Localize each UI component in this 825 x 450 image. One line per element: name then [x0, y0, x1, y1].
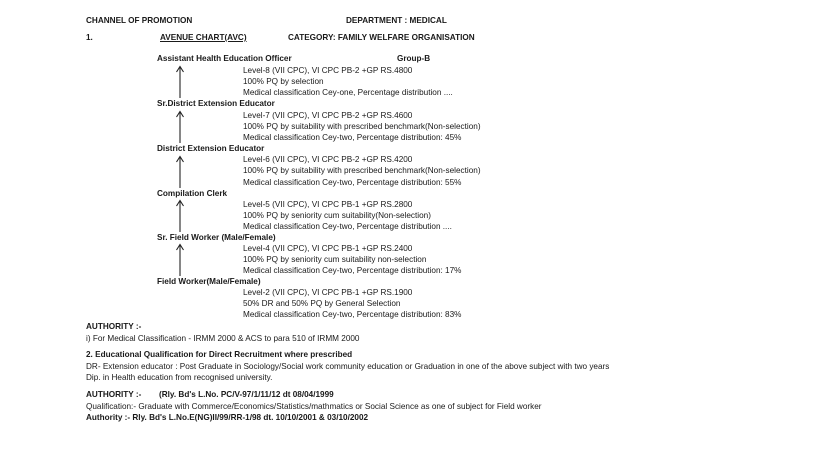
promotion-arrow-icon [175, 155, 185, 188]
post-title: Compilation Clerk [157, 189, 228, 198]
avenue-chart-label: AVENUE CHART(AVC) [160, 33, 247, 42]
post-detail-line: Level-7 (VII CPC), VI CPC PB-2 +GP RS.4600 [243, 111, 413, 120]
authority-text: i) For Medical Classification - IRMM 2000 & ACS to para 510 of IRMM 2000 [86, 334, 360, 343]
post-title: Sr.District Extension Educator [157, 99, 275, 108]
post-detail-line: Level-8 (VII CPC), VI CPC PB-2 +GP RS.4800 [243, 66, 413, 75]
post-title: Field Worker(Male/Female) [157, 277, 261, 286]
post-detail-line: Medical classification Cey-two, Percentage distribution: 55% [243, 178, 462, 187]
authority-heading: AUTHORITY :- [86, 390, 142, 399]
authority-heading: AUTHORITY :- [86, 322, 142, 331]
promotion-arrow-icon [175, 110, 185, 143]
promotion-arrow-icon [175, 243, 185, 276]
post-detail-line: Medical classification Cey-two, Percentage distribution: 83% [243, 310, 462, 319]
promotion-arrow-icon [175, 199, 185, 232]
post-detail-line: 100% PQ by seniority cum suitability(Non-selection) [243, 211, 431, 220]
post-title: District Extension Educator [157, 144, 265, 153]
qualification-text: Qualification:- Graduate with Commerce/Economics/Statistics/mathmatics or Social Science as one of subject for Field worker [86, 402, 542, 411]
post-title: Sr. Field Worker (Male/Female) [157, 233, 276, 242]
dr-qualification-line: DR- Extension educator : Post Graduate in Sociology/Social work community education or Graduation in one of the above subject with two years [86, 362, 610, 371]
post-detail-line: Level-6 (VII CPC), VI CPC PB-2 +GP RS.4200 [243, 155, 413, 164]
post-detail-line: Level-5 (VII CPC), VI CPC PB-1 +GP RS.2800 [243, 200, 413, 209]
post-detail-line: Medical classification Cey-one, Percentage distribution .... [243, 88, 453, 97]
post-detail-line: 100% PQ by suitability with prescribed benchmark(Non-selection) [243, 166, 481, 175]
department-heading: DEPARTMENT : MEDICAL [346, 16, 447, 25]
group-label: Group-B [397, 54, 431, 63]
post-title: Assistant Health Education Officer [157, 54, 292, 63]
post-detail-line: Medical classification Cey-two, Percentage distribution: 17% [243, 266, 462, 275]
section-number: 1. [86, 33, 93, 42]
section-2-heading: 2. Educational Qualification for Direct Recruitment where prescribed [86, 350, 353, 359]
authority-reference: (Rly. Bd's L.No. PC/V-97/1/11/12 dt 08/04/1999 [159, 390, 334, 399]
channel-heading: CHANNEL OF PROMOTION [86, 16, 193, 25]
post-detail-line: 100% PQ by seniority cum suitability non-selection [243, 255, 427, 264]
promotion-arrow-icon [175, 65, 185, 98]
post-detail-line: 100% PQ by suitability with prescribed benchmark(Non-selection) [243, 122, 481, 131]
post-detail-line: Medical classification Cey-two, Percentage distribution: 45% [243, 133, 462, 142]
post-detail-line: Level-2 (VII CPC), VI CPC PB-1 +GP RS.1900 [243, 288, 413, 297]
post-detail-line: Medical classification Cey-two, Percentage distribution .... [243, 222, 452, 231]
post-detail-line: Level-4 (VII CPC), VI CPC PB-1 +GP RS.2400 [243, 244, 413, 253]
category-heading: CATEGORY: FAMILY WELFARE ORGANISATION [288, 33, 475, 42]
post-detail-line: 100% PQ by selection [243, 77, 324, 86]
authority-line: Authority :- Rly. Bd's L.No.E(NG)II/99/RR-1/98 dt. 10/10/2001 & 03/10/2002 [86, 413, 369, 422]
post-detail-line: 50% DR and 50% PQ by General Selection [243, 299, 401, 308]
dr-qualification-line: Dip. in Health education from recognised university. [86, 373, 273, 382]
